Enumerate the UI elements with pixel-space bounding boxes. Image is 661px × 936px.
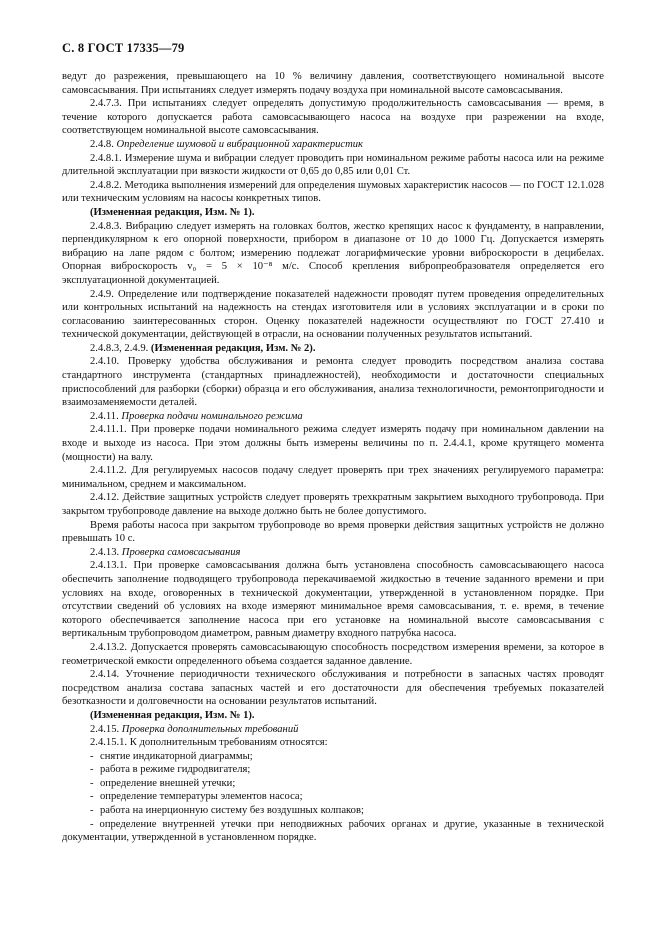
paragraph: 2.4.13.2. Допускается проверять самовсасывающую способность посредством измерения времени, за которое в геометрической емкости определенного объема создается заданное давление.: [62, 641, 604, 667]
dash-bullet: -: [90, 805, 94, 817]
list-item-text: определение внутренней утечки при неподвижных рабочих органах и другие, указанные в технической документации, утвержденной в установленном порядке.: [62, 818, 604, 844]
list-item: [62, 818, 604, 845]
section-heading: [62, 410, 604, 424]
amendment-text: (Измененная редакция, Изм. № 2).: [150, 342, 316, 354]
paragraph: 2.4.15.1. К дополнительным требованиям относятся:: [90, 737, 328, 749]
section-number: 2.4.15.: [90, 723, 120, 735]
paragraph: 2.4.12. Действие защитных устройств следует проверять трехкратным закрытием выходного трубопровода. При закрытом трубопроводе давление на выходе должно быть не более допустимого.: [62, 492, 604, 517]
paragraph: 2.4.8.2. Методика выполнения измерений для определения шумовых характеристик насосов — по ГОСТ 12.1.028 или техническим условиям на насосы конкретных типов.: [62, 179, 604, 205]
paragraph: 2.4.11.2. Для регулируемых насосов подачу следует проверять при трех значениях регулируемого параметра: минимальном, среднем и максимальном.: [62, 465, 604, 490]
dash-bullet: -: [90, 818, 100, 830]
list-item-text: работа на инерционную систему без воздушных колпаков;: [100, 805, 364, 817]
amendment-note: (Измененная редакция, Изм. № 1).: [90, 206, 255, 218]
paragraph: 2.4.8.1. Измерение шума и вибрации следует проводить при номинальном режиме работы насоса или на режиме длительной эксплуатации при вязкости жидкости от 0,65 до 0,85 или 0,01 Ст.: [62, 152, 604, 178]
list-item: [62, 750, 604, 764]
amendment-note: [62, 342, 604, 356]
paragraph: 2.4.11.1. При проверке подачи номинального режима следует измерять подачу при номинальном давлении на входе и выходе из насоса. При этом должны быть измерены величины по п. 2.4.4.1, кроме крутящего момента (мощности) на валу.: [62, 424, 604, 463]
paragraph: 2.4.9. Определение или подтверждение показателей надежности проводят путем проведения определительных или контрольных испытаний на надежность на стендах изготовителя или в условиях эксплуатации и в сроки по согласованию заинтересованных сторон. Оценку показателей надежности осуществляют по ГОСТ 27.410 и технической документации, действующей в отрасли, на основании полученных результатов испытаний.: [62, 288, 604, 341]
section-heading: [62, 138, 604, 152]
section-title: Проверка самовсасывания: [121, 546, 241, 558]
paragraph: 2.4.8.3. Вибрацию следует измерять на головках болтов, жестко крепящих насос к фундаменту, в направлении, перпендикулярном к его опорной поверхности, прибором в диапазоне от 10 до 1000 Гц. Допускается измерять вибрацию на лапе рядом с болтом; измерению подлежат логарифмические уровни виброскорости в децибелах. Опорная виброскорость v₀ = 5 × 10⁻⁸ м/с. Способ крепления вибропреобразователя определяется его эксплуатационной документацией.: [62, 220, 604, 286]
list-item-text: определение температуры элементов насоса;: [100, 791, 303, 803]
dash-bullet: -: [90, 777, 94, 789]
section-title: Проверка подачи номинального режима: [121, 410, 303, 422]
section-title: Проверка дополнительных требований: [121, 723, 299, 735]
section-number: 2.4.8.: [90, 138, 114, 150]
amended-items: 2.4.8.3, 2.4.9.: [90, 342, 149, 354]
section-number: 2.4.13.: [90, 546, 120, 558]
paragraph: 2.4.7.3. При испытаниях следует определять допустимую продолжительность самовсасывания — время, в течение которого допускается работа самовсасывающего насоса на воздухе при разрежении на входе, соответствующем номинальной высоте самовсасывания.: [62, 98, 604, 137]
dash-bullet: -: [90, 791, 94, 803]
section-heading: [62, 723, 604, 737]
document-body: [62, 70, 604, 845]
list-item: [62, 804, 604, 818]
list-item-text: снятие индикаторной диаграммы;: [100, 750, 253, 762]
amendment-note: (Измененная редакция, Изм. № 1).: [90, 709, 255, 721]
dash-bullet: -: [90, 764, 94, 776]
paragraph: ведут до разрежения, превышающего на 10 % величину давления, соответствующего номинальной высоте самовсасывания. При испытаниях следует измерять подачу воздуха при номинальной высоте самовсасывания.: [62, 71, 604, 96]
paragraph: 2.4.10. Проверку удобства обслуживания и ремонта следует проводить посредством анализа состава стандартного инструмента (стандартных принадлежностей), необходимости и достаточности специальных приспособлений для разборки (сборки) образца и его обслуживания, анализа технологичности, ремонтопригодности и взаимозаменяемости деталей.: [62, 356, 604, 409]
list-item-text: определение внешней утечки;: [100, 777, 236, 789]
paragraph: 2.4.13.1. При проверке самовсасывания должна быть установлена способность самовсасывающего насоса обеспечить заполнение подводящего трубопровода перекачиваемой жидкостью в течение заданного времени и при условиях на входе, оговоренных в технической документации, утвержденной в установленном порядке. При отсутствии сведений об условиях на входе измеряют минимальное время самовсасывания, т. е. время, в течение которого обеспечивается заполнение насоса при его установке на номинальной высоте самовсасывания с вертикальным трубопроводом диаметром, равным диаметру входного патрубка насоса.: [62, 560, 604, 640]
paragraph: Время работы насоса при закрытом трубопроводе во время проверки действия защитных устройств не должно превышать 10 с.: [62, 519, 604, 545]
list-item: [62, 763, 604, 777]
list-item: [62, 777, 604, 791]
section-heading: [62, 546, 604, 560]
list-item: [62, 790, 604, 804]
list-item-text: работа в режиме гидродвигателя;: [100, 764, 251, 776]
paragraph: 2.4.14. Уточнение периодичности технического обслуживания и потребности в запасных частях проводят посредством анализа состава запасных частей и его достаточности для обеспечения требуемых показателей безотказности и долговечности на основании результатов испытаний.: [62, 669, 604, 708]
section-number: 2.4.11.: [90, 410, 119, 422]
section-title: Определение шумовой и вибрационной характеристик: [116, 138, 364, 150]
page-header: С. 8 ГОСТ 17335—79: [62, 41, 185, 55]
dash-bullet: -: [90, 750, 94, 762]
